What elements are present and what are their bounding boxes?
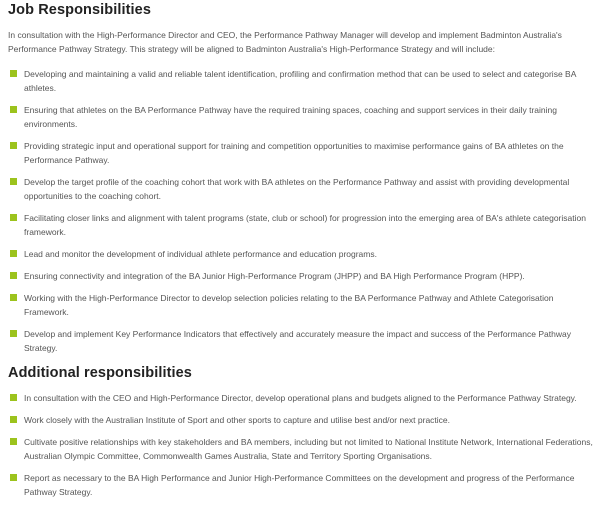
list-item: [8, 291, 594, 319]
list-item: [8, 435, 594, 463]
job-responsibilities-intro: In consultation with the High-Performance Director and CEO, the Performance Pathway Manager will develop and implement Badminton Australia's Performance Pathway Strategy. This strategy will be aligned to Badminton Australia's High-Performance Strategy and will include:: [8, 30, 562, 54]
bullet-square-icon: [10, 394, 17, 401]
list-item: [8, 327, 594, 355]
list-item: [8, 175, 594, 203]
job-responsibilities-heading: Job Responsibilities: [8, 2, 151, 18]
list-item: [8, 269, 594, 283]
list-item-text: Ensuring connectivity and integration of the BA Junior High-Performance Program (JHPP) and BA High Performance Program (HPP).: [24, 271, 525, 281]
job-responsibilities-list: [8, 67, 594, 355]
bullet-square-icon: [10, 106, 17, 113]
list-item-text: Facilitating closer links and alignment with talent programs (state, club or school) for progression into the emerging area of BA's athlete categorisation framework.: [24, 213, 586, 237]
additional-responsibilities-heading: Additional responsibilities: [8, 365, 192, 381]
bullet-square-icon: [10, 438, 17, 445]
list-item-text: Work closely with the Australian Institute of Sport and other sports to capture and utilise best and/or next practice.: [24, 415, 451, 425]
bullet-square-icon: [10, 250, 17, 257]
list-item: [8, 139, 594, 167]
list-item-text: Working with the High-Performance Director to develop selection policies relating to the BA Performance Pathway and Athlete Categorisation Framework.: [24, 293, 554, 317]
bullet-square-icon: [10, 272, 17, 279]
bullet-square-icon: [10, 70, 17, 77]
bullet-square-icon: [10, 330, 17, 337]
bullet-square-icon: [10, 294, 17, 301]
list-item: [8, 413, 594, 427]
list-item-text: Ensuring that athletes on the BA Performance Pathway have the required training spaces, coaching and support services in their daily training environments.: [24, 105, 557, 129]
list-item-text: Cultivate positive relationships with key stakeholders and BA members, including but not limited to National Institute Network, International Federations, Australian Olympic Committee, Commonwealth Games Australia, State and Territory Sporting Organisations.: [24, 437, 593, 461]
list-item-text: Develop the target profile of the coaching cohort that work with BA athletes on the Performance Pathway and assist with providing developmental opportunities to the coaching cohort.: [24, 177, 570, 201]
list-item-text: In consultation with the CEO and High-Performance Director, develop operational plans and budgets aligned to the Performance Pathway Strategy.: [24, 393, 577, 403]
list-item-text: Develop and implement Key Performance Indicators that effectively and accurately measure the impact and success of the Performance Pathway Strategy.: [24, 329, 571, 353]
list-item-text: Lead and monitor the development of individual athlete performance and education programs.: [24, 249, 377, 259]
list-item-text: Developing and maintaining a valid and reliable talent identification, profiling and confirmation method that can be used to select and categorise BA athletes.: [24, 69, 576, 93]
list-item: [8, 67, 594, 95]
bullet-square-icon: [10, 474, 17, 481]
bullet-square-icon: [10, 178, 17, 185]
list-item: [8, 391, 594, 405]
list-item: [8, 471, 594, 499]
list-item: [8, 103, 594, 131]
list-item: [8, 211, 594, 239]
bullet-square-icon: [10, 142, 17, 149]
list-item: [8, 247, 594, 261]
bullet-square-icon: [10, 416, 17, 423]
bullet-square-icon: [10, 214, 17, 221]
list-item-text: Providing strategic input and operational support for training and competition opportunities to maximise performance gains of BA athletes on the Performance Pathway.: [24, 141, 564, 165]
additional-responsibilities-list: [8, 391, 594, 499]
list-item-text: Report as necessary to the BA High Performance and Junior High-Performance Committees on the development and progress of the Performance Pathway Strategy.: [24, 473, 575, 497]
